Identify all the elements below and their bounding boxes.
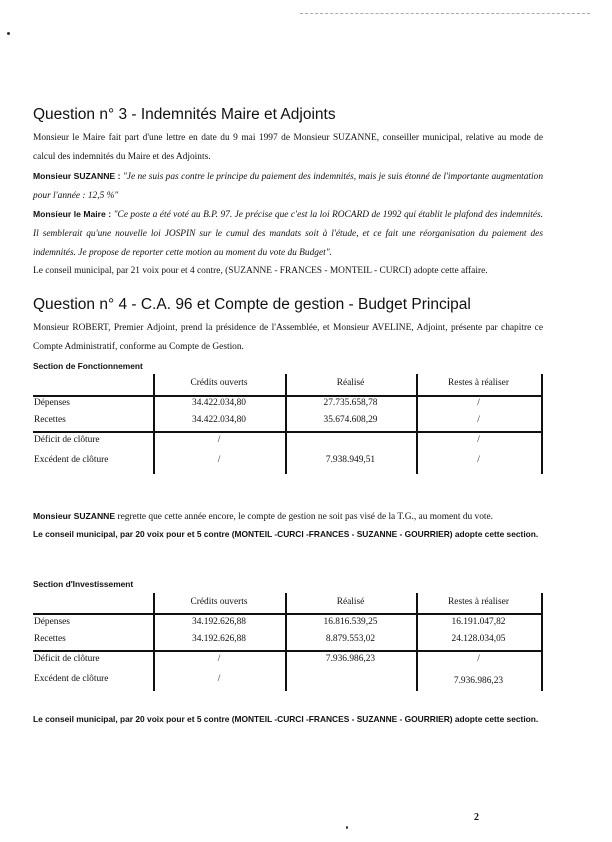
maire-remark xyxy=(33,205,543,263)
speaker-suzanne: Monsieur SUZANNE : xyxy=(33,171,121,181)
row-label: Dépenses xyxy=(34,617,70,627)
question-4-title: Question n° 4 - C.A. 96 et Compte de gestion - Budget Principal xyxy=(33,296,471,313)
header-credits: Crédits ouverts xyxy=(190,378,248,388)
cell-restes: / xyxy=(477,415,480,425)
cell-restes: / xyxy=(477,398,480,408)
header-restes: Restes à réaliser xyxy=(448,378,509,388)
investissement-vote: Le conseil municipal, par 20 voix pour et 5 contre (MONTEIL -CURCI -FRANCES - SUZANNE - GOURRIER) adopte cette section. xyxy=(33,714,539,724)
row-label: Recettes xyxy=(34,634,66,644)
investissement-table xyxy=(33,593,543,691)
cell-realise: 8.879.553,02 xyxy=(325,634,376,644)
fonctionnement-vote: Le conseil municipal, par 20 voix pour et 5 contre (MONTEIL -CURCI -FRANCES - SUZANNE - GOURRIER) adopte cette section. xyxy=(33,529,539,539)
cell-restes: / xyxy=(477,455,480,465)
cell-credits: / xyxy=(217,435,221,445)
header-credits: Crédits ouverts xyxy=(190,597,248,607)
cell-restes: 24.128.034,05 xyxy=(451,634,506,644)
cell-credits: 34.422.034,80 xyxy=(192,398,246,408)
section-investissement-title: Section d'Investissement xyxy=(33,579,134,589)
row-label: Déficit de clôture xyxy=(34,435,100,445)
suzanne-remark xyxy=(33,167,543,206)
suzanne-tg-text: regrette que cette année encore, le compte de gestion ne soit pas visé de la T.G., au moment du vote. xyxy=(117,512,494,522)
speaker-suzanne: Monsieur SUZANNE xyxy=(33,511,116,521)
cell-restes: 16.191.047,82 xyxy=(451,617,506,627)
row-label: Dépenses xyxy=(34,398,70,408)
cell-credits: / xyxy=(217,654,221,664)
row-label: Excédent de clôture xyxy=(34,674,109,684)
maire-quote: "Ce poste a été voté au B.P. 97. Je précise que c'est la loi ROCARD de 1992 qui établit le plafond des indemnités. Il semblerait qu'une nouvelle loi JOSPIN sur le cumul des mandats soit à l'étude, et ce fait une réorganisation du paiement des indemnités. Je propose de reporter cette motion au moment du vote du Budget". xyxy=(33,210,543,258)
cell-credits: 34.422.034,80 xyxy=(192,415,246,425)
speaker-maire: Monsieur le Maire : xyxy=(33,209,112,219)
row-label: Déficit de clôture xyxy=(34,654,100,664)
cell-realise: 7.936.986,23 xyxy=(325,654,376,664)
cell-realise: 35.674.608,29 xyxy=(323,415,378,425)
section-fonctionnement-title: Section de Fonctionnement xyxy=(33,361,143,371)
suzanne-quote: "Je ne suis pas contre le principe du paiement des indemnités, mais je suis étonné de l'importante augmentation pour l'année : 12,5 %" xyxy=(33,172,544,201)
cell-restes: / xyxy=(477,435,480,445)
header-restes: Restes à réaliser xyxy=(448,597,509,607)
scan-speck xyxy=(7,32,10,35)
scan-top-border xyxy=(300,13,590,14)
header-realise: Réalisé xyxy=(336,597,365,607)
question-3-title: Question n° 3 - Indemnités Maire et Adjoints xyxy=(33,106,336,123)
cell-realise: 16.816.539,25 xyxy=(323,617,378,627)
row-label: Excédent de clôture xyxy=(34,455,109,465)
row-label: Recettes xyxy=(34,415,66,425)
question-3-intro: Monsieur le Maire fait part d'une lettre en date du 9 mai 1997 de Monsieur SUZANNE, conseiller municipal, relative au mode de calcul des indemnités du Maire et des Adjoints. xyxy=(33,133,543,162)
cell-credits: / xyxy=(217,674,221,684)
header-realise: Réalisé xyxy=(336,378,365,388)
page-number: 2 xyxy=(474,812,479,823)
cell-realise: 27.735.658,78 xyxy=(323,398,378,408)
cell-restes: / xyxy=(477,654,480,664)
question-4-intro: Monsieur ROBERT, Premier Adjoint, prend la présidence de l'Assemblée, et Monsieur AVELINE, Adjoint, présente par chapitre ce Compte Administratif, conforme au Compte de Gestion. xyxy=(33,323,543,352)
cell-realise: 7.938.949,51 xyxy=(325,455,376,465)
fonctionnement-table xyxy=(33,374,543,474)
cell-restes: 7.936.986,23 xyxy=(453,676,504,686)
cell-credits: / xyxy=(217,455,221,465)
suzanne-tg-remark xyxy=(33,507,543,527)
question-3-vote: Le conseil municipal, par 21 voix pour et 4 contre, (SUZANNE - FRANCES - MONTEIL - CURCI) adopte cette affaire. xyxy=(33,266,488,276)
cell-credits: 34.192.626,88 xyxy=(192,634,246,644)
scan-speck xyxy=(346,826,348,829)
cell-credits: 34.192.626,88 xyxy=(192,617,246,627)
